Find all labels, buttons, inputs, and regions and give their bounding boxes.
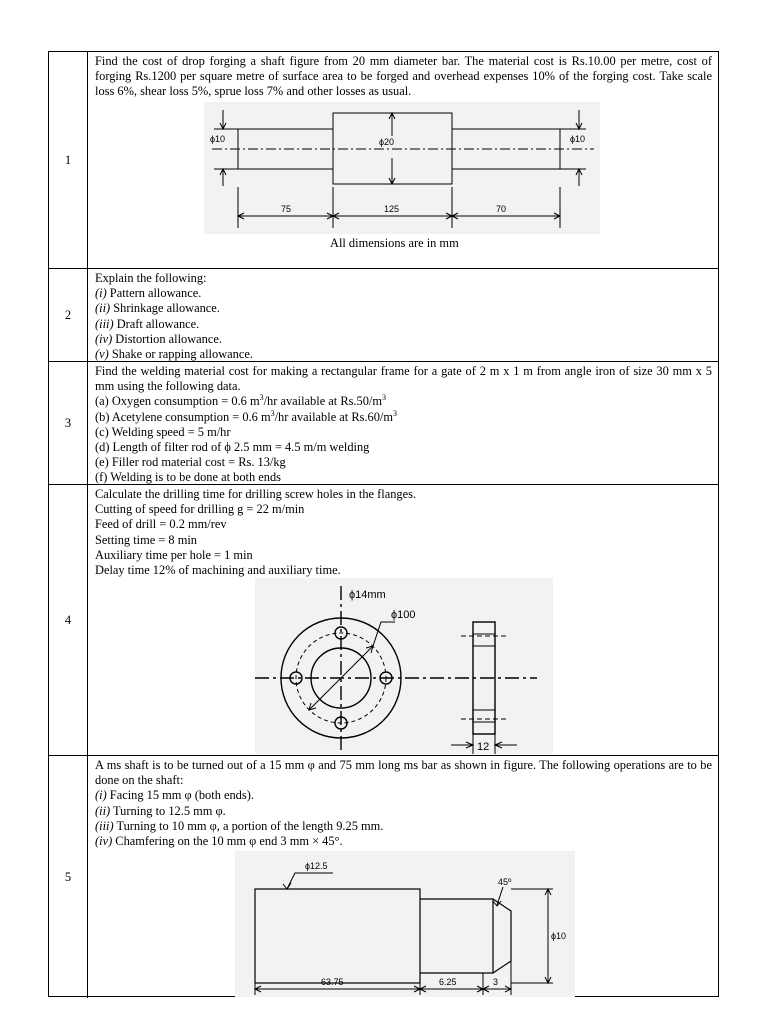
flange-figure xyxy=(255,578,553,754)
table-row xyxy=(49,756,718,998)
list-item: (iv) Chamfering on the 10 mm φ end 3 mm × 45°. xyxy=(95,834,343,849)
question-number: 3 xyxy=(49,362,88,484)
question-text xyxy=(95,271,712,362)
list-item: (v) Shake or rapping allowance. xyxy=(95,347,253,362)
thickness-label: 12 xyxy=(477,741,490,753)
list-item: (e) Filler rod material cost = Rs. 13/kg xyxy=(95,455,286,470)
len-a-label: 63.75 xyxy=(321,977,344,987)
len-c-label: 3 xyxy=(493,977,499,987)
question-intro: Explain the following: xyxy=(95,271,207,285)
dim-left-dia: ϕ10 xyxy=(210,134,226,144)
dim-mid-dia: ϕ20 xyxy=(379,137,395,147)
list-item: (d) Length of filter rod of ϕ 2.5 mm = 4.5 m/m welding xyxy=(95,440,370,455)
shaft-figure xyxy=(204,102,600,237)
list-item: (ii) Shrinkage allowance. xyxy=(95,301,220,316)
table-row xyxy=(49,52,718,269)
hole-dia-label: ϕ14mm xyxy=(349,589,386,601)
list-item: (f) Welding is to be done at both ends xyxy=(95,470,281,485)
question-text xyxy=(95,758,712,849)
list-item: (iii) Draft allowance. xyxy=(95,316,200,331)
len-b-label: 6.25 xyxy=(439,977,457,987)
list-item: (i) Facing 15 mm φ (both ends). xyxy=(95,788,254,803)
turned-shaft-figure xyxy=(235,851,575,997)
dim-len-mid: 125 xyxy=(384,204,400,214)
question-text xyxy=(95,364,712,486)
table-row xyxy=(49,269,718,362)
list-item: (i) Pattern allowance. xyxy=(95,286,202,301)
dim-len-right: 70 xyxy=(496,204,507,214)
list-item: (c) Welding speed = 5 m/hr xyxy=(95,424,231,439)
dim-right-dia: ϕ10 xyxy=(570,134,586,144)
question-number: 5 xyxy=(49,756,88,998)
question-intro: Find the welding material cost for making a rectangular frame for a gate of 2 m x 1 m from angle iron of size 30 mm x 5 mm using the following data. xyxy=(95,364,712,394)
question-text: Find the cost of drop forging a shaft figure from 20 mm diameter bar. The material cost is Rs.10.00 per metre, cost of forging Rs.1200 per square metre of surface area to be forged and overhead expenses 10% of the forging cost. Take scale loss 6%, shear loss 5%, sprue loss 7% and other losses as usual. xyxy=(95,54,712,99)
small-dia-label: ϕ10 xyxy=(551,931,567,941)
question-text: Calculate the drilling time for drilling screw holes in the flanges. Cutting of speed for drilling g = 22 m/min Feed of drill = 0.2 mm/rev Setting time = 8 min Auxiliary time per hole = 1 min Delay time 12% of machining and auxiliary time. xyxy=(95,487,417,578)
table-row xyxy=(49,485,718,756)
pcd-label: ϕ100 xyxy=(391,609,416,621)
big-dia-label: ϕ12.5 xyxy=(305,861,328,871)
dim-len-left: 75 xyxy=(281,204,292,214)
list-item: (b) Acetylene consumption = 0.6 $m^3/hr$ available at $Rs.60/m^3$ xyxy=(95,408,397,424)
question-number: 4 xyxy=(49,485,88,755)
list-item: (iii) Turning to 10 mm φ, a portion of the length 9.25 mm. xyxy=(95,818,384,833)
figure-caption: All dimensions are in mm xyxy=(330,236,459,250)
list-item: (iv) Distortion allowance. xyxy=(95,331,222,346)
list-item: (ii) Turning to 12.5 mm φ. xyxy=(95,803,226,818)
question-number: 1 xyxy=(49,52,88,268)
question-number: 2 xyxy=(49,269,88,361)
table-row xyxy=(49,362,718,485)
question-table xyxy=(48,51,719,997)
question-intro: A ms shaft is to be turned out of a 15 mm φ and 75 mm long ms bar as shown in figure. The following operations are to be done on the shaft: xyxy=(95,758,712,788)
chamfer-angle-label: 45º xyxy=(498,877,512,887)
list-item: (a) Oxygen consumption = 0.6 $m^3/hr$ available at $Rs.50/m^3$ xyxy=(95,393,386,409)
